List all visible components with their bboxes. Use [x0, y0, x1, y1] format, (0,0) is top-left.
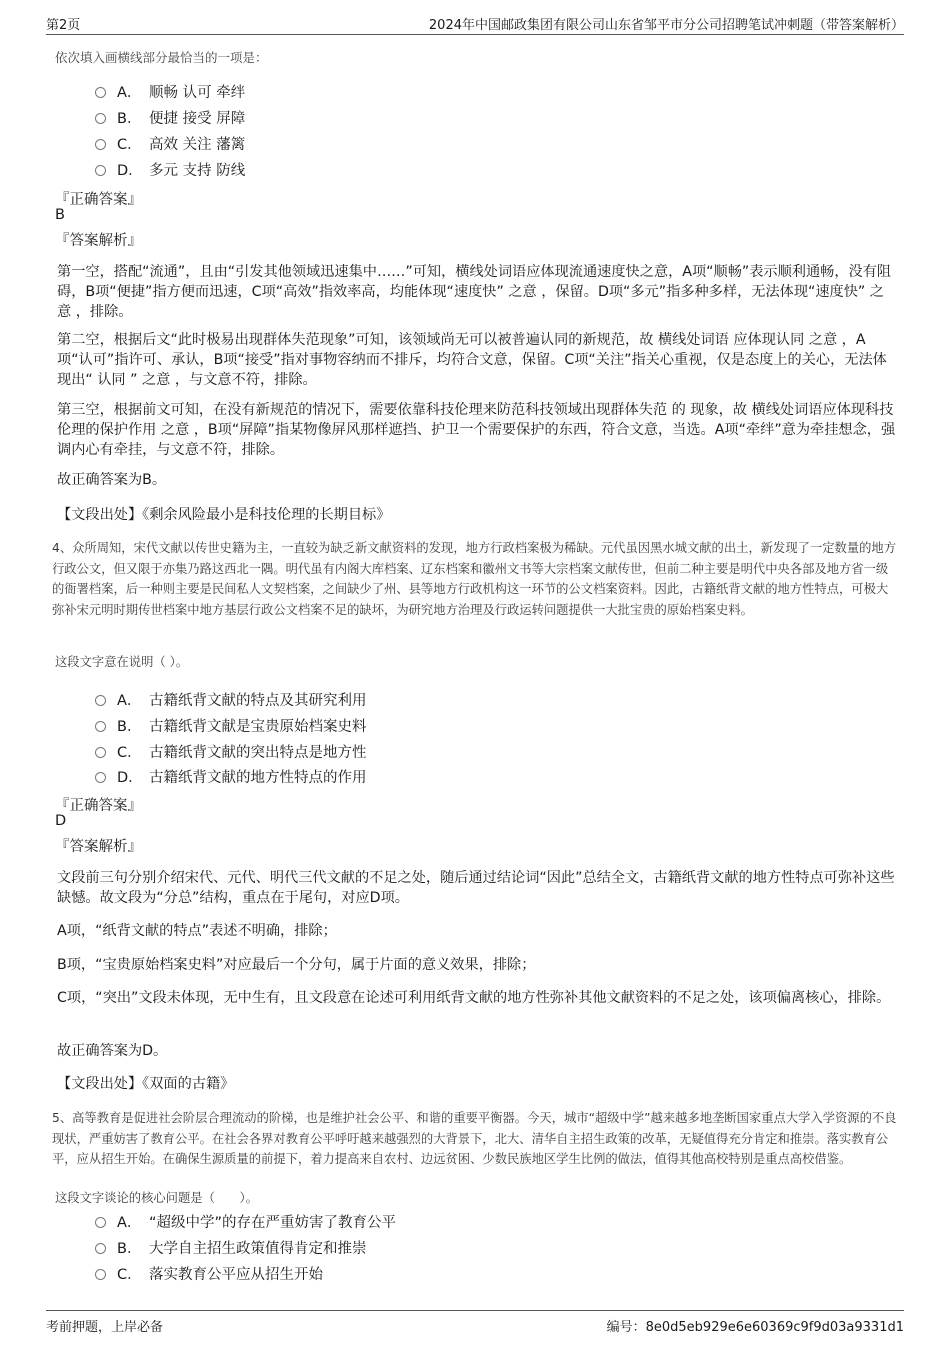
q4-option-a[interactable]: [95, 688, 367, 710]
document-id: 编号：8e0d5eb929e6e60369c9f9d03a9331d1: [606, 1320, 904, 1335]
radio-icon[interactable]: [95, 139, 106, 150]
option-letter: B．: [117, 1240, 142, 1257]
q3-answer: B: [55, 207, 65, 223]
q3-option-c[interactable]: [95, 132, 245, 154]
option-text: 多元 支持 防线: [149, 162, 246, 179]
document-title: 2024年中国邮政集团有限公司山东省邹平市分公司招聘笔试冲刺题（带答案解析）: [428, 18, 904, 33]
footer-slogan: 考前押题，上岸必备: [46, 1320, 164, 1335]
q3-option-b[interactable]: [95, 106, 245, 128]
radio-icon[interactable]: [95, 772, 106, 783]
q3-analysis-label: 『答案解析』: [55, 233, 142, 249]
q5-question-text: 5、高等教育是促进社会阶层合理流动的阶梯，也是维护社会公平、和谐的重要平衡器。今天，城市“超级中学”越来越多地垄断国家重点大学入学资源的不良现状，严重妨害了教育公平。在社会各界对教育公平呼吁越来越强烈的大背景下，北大、清华自主招生政策的改革，无疑值得充分肯定和推崇。落实教育公平，应从招生开始。在确保生源质量的前提下，着力提高来自农村、边远贫困、少数民族地区学生比例的做法，值得其他高校特别是重点高校借鉴。: [52, 1111, 897, 1166]
option-letter: C．: [117, 136, 142, 153]
q4-analysis-label: 『答案解析』: [55, 839, 142, 855]
radio-icon[interactable]: [95, 721, 106, 732]
option-text: 落实教育公平应从招生开始: [149, 1266, 323, 1283]
option-text: 便捷 接受 屏障: [149, 110, 246, 127]
option-text: 古籍纸背文献是宝贵原始档案史料: [149, 718, 367, 735]
q3-analysis-paragraph-2: 第二空，根据后文“此时极易出现群体失范现象”可知，该领域尚无可以被普遍认同的新规范，故 横线处词语 应体现认同 之意 ，A项“认可”指许可、承认，B项“接受”指对事物容纳而不排斥，均符合文意，保留。C项“关注”指关心重视，仅是态度上的关心，无法体现出“ 认同 ” 之意 ，与文意不符，排除。: [57, 332, 887, 388]
q5-option-c[interactable]: [95, 1262, 323, 1284]
q5-option-b[interactable]: [95, 1236, 367, 1258]
page-footer: [46, 1310, 904, 1335]
radio-icon[interactable]: [95, 695, 106, 706]
q3-analysis-paragraph-3: 第三空，根据前文可知，在没有新规范的情况下，需要依靠科技伦理来防范科技领域出现群体失范 的 现象，故 横线处词语应体现科技伦理的保护作用 之意 ，B项“屏障”指某物像屏风那样遮挡、护卫一个需要保护的东西，符合文意，当选。A项“牵绊”意为牵挂想念，强调内心有牵挂，与文意不符，排除。: [57, 402, 896, 458]
q5-prompt: 这段文字谈论的核心问题是（ ）。: [55, 1191, 258, 1205]
q4-question-text: 4、众所周知，宋代文献以传世史籍为主，一直较为缺乏新文献资料的发现，地方行政档案极为稀缺。元代虽因黑水城文献的出土，新发现了一定数量的地方行政公文，但又限于亦集乃路这西北一隅。明代虽有内阁大库档案、辽东档案和徽州文书等大宗档案文献传世，但前二种主要是明代中央各部及地方省一级的衙署档案，后一种则主要是民间私人文契档案，之间缺少了州、县等地方行政机构这一环节的公文档案资料。因此，古籍纸背文献的地方性特点，可极大弥补宋元明时期传世档案中地方基层行政公文档案不足的缺坏，为研究地方治理及行政运转问题提供一大批宝贵的原始档案史料。: [52, 541, 897, 617]
q4-analysis-paragraph-1: 文段前三句分别介绍宋代、元代、明代三代文献的不足之处，随后通过结论词“因此”总结全文，古籍纸背文献的地方性特点可弥补这些缺憾。故文段为“分总”结构，重点在于尾句，对应D项。: [57, 870, 895, 906]
q4-source: 【文段出处】《双面的古籍》: [57, 1076, 235, 1092]
option-letter: B．: [117, 110, 142, 127]
option-text: 大学自主招生政策值得肯定和推崇: [149, 1240, 367, 1257]
option-letter: C．: [117, 1266, 142, 1283]
q3-conclusion: 故正确答案为B。: [57, 472, 167, 488]
radio-icon[interactable]: [95, 165, 106, 176]
q4-conclusion: 故正确答案为D。: [57, 1043, 168, 1059]
radio-icon[interactable]: [95, 1269, 106, 1280]
option-letter: A．: [117, 84, 142, 101]
option-letter: A．: [117, 692, 142, 709]
q4-answer-label: 『正确答案』: [55, 798, 142, 814]
q4-option-b[interactable]: [95, 714, 367, 736]
option-letter: D．: [117, 162, 143, 179]
option-text: “超级中学”的存在严重妨害了教育公平: [149, 1214, 397, 1231]
q4-answer: D: [55, 813, 67, 829]
q5-option-a[interactable]: [95, 1210, 396, 1232]
q4-prompt: 这段文字意在说明（ ）。: [55, 655, 189, 669]
option-text: 高效 关注 藩篱: [149, 136, 246, 153]
radio-icon[interactable]: [95, 1217, 106, 1228]
q3-option-a[interactable]: [95, 80, 245, 102]
q4-analysis-paragraph-4: C项，“突出”文段未体现，无中生有，且文段意在论述可利用纸背文献的地方性弥补其他文献资料的不足之处，该项偏离核心，排除。: [57, 990, 891, 1006]
option-letter: A．: [117, 1214, 142, 1231]
option-letter: B．: [117, 718, 142, 735]
q4-option-c[interactable]: [95, 740, 367, 762]
radio-icon[interactable]: [95, 113, 106, 124]
page-header: [46, 12, 904, 35]
q3-option-d[interactable]: [95, 158, 245, 180]
option-letter: D．: [117, 769, 143, 786]
radio-icon[interactable]: [95, 1243, 106, 1254]
q3-answer-label: 『正确答案』: [55, 192, 142, 208]
option-text: 顺畅 认可 牵绊: [149, 84, 246, 101]
radio-icon[interactable]: [95, 747, 106, 758]
option-text: 古籍纸背文献的突出特点是地方性: [149, 744, 367, 761]
q3-intro: 依次填入画横线部分最恰当的一项是：: [55, 50, 268, 65]
page-number: 第2页: [46, 18, 81, 33]
option-text: 古籍纸背文献的特点及其研究利用: [149, 692, 367, 709]
option-text: 古籍纸背文献的地方性特点的作用: [149, 769, 367, 786]
q4-analysis-paragraph-3: B项，“宝贵原始档案史料”对应最后一个分句，属于片面的意义效果，排除；: [57, 957, 536, 973]
option-letter: C．: [117, 744, 142, 761]
radio-icon[interactable]: [95, 87, 106, 98]
q4-option-d[interactable]: [95, 765, 367, 787]
q3-analysis-paragraph-1: 第一空，搭配“流通”，且由“引发其他领域迅速集中……”可知，横线处词语应体现流通速度快之意，A项“顺畅”表示顺利通畅，没有阻碍，B项“便捷”指方便而迅速，C项“高效”指效率高，均能体现“速度快” 之意 ，保留。D项“多元”指多种多样，无法体现“速度快” 之意 ，排除。: [57, 264, 892, 320]
q3-source: 【文段出处】《剩余风险最小是科技伦理的长期目标》: [57, 507, 391, 523]
q4-analysis-paragraph-2: A项，“纸背文献的特点”表述不明确，排除；: [57, 923, 337, 939]
